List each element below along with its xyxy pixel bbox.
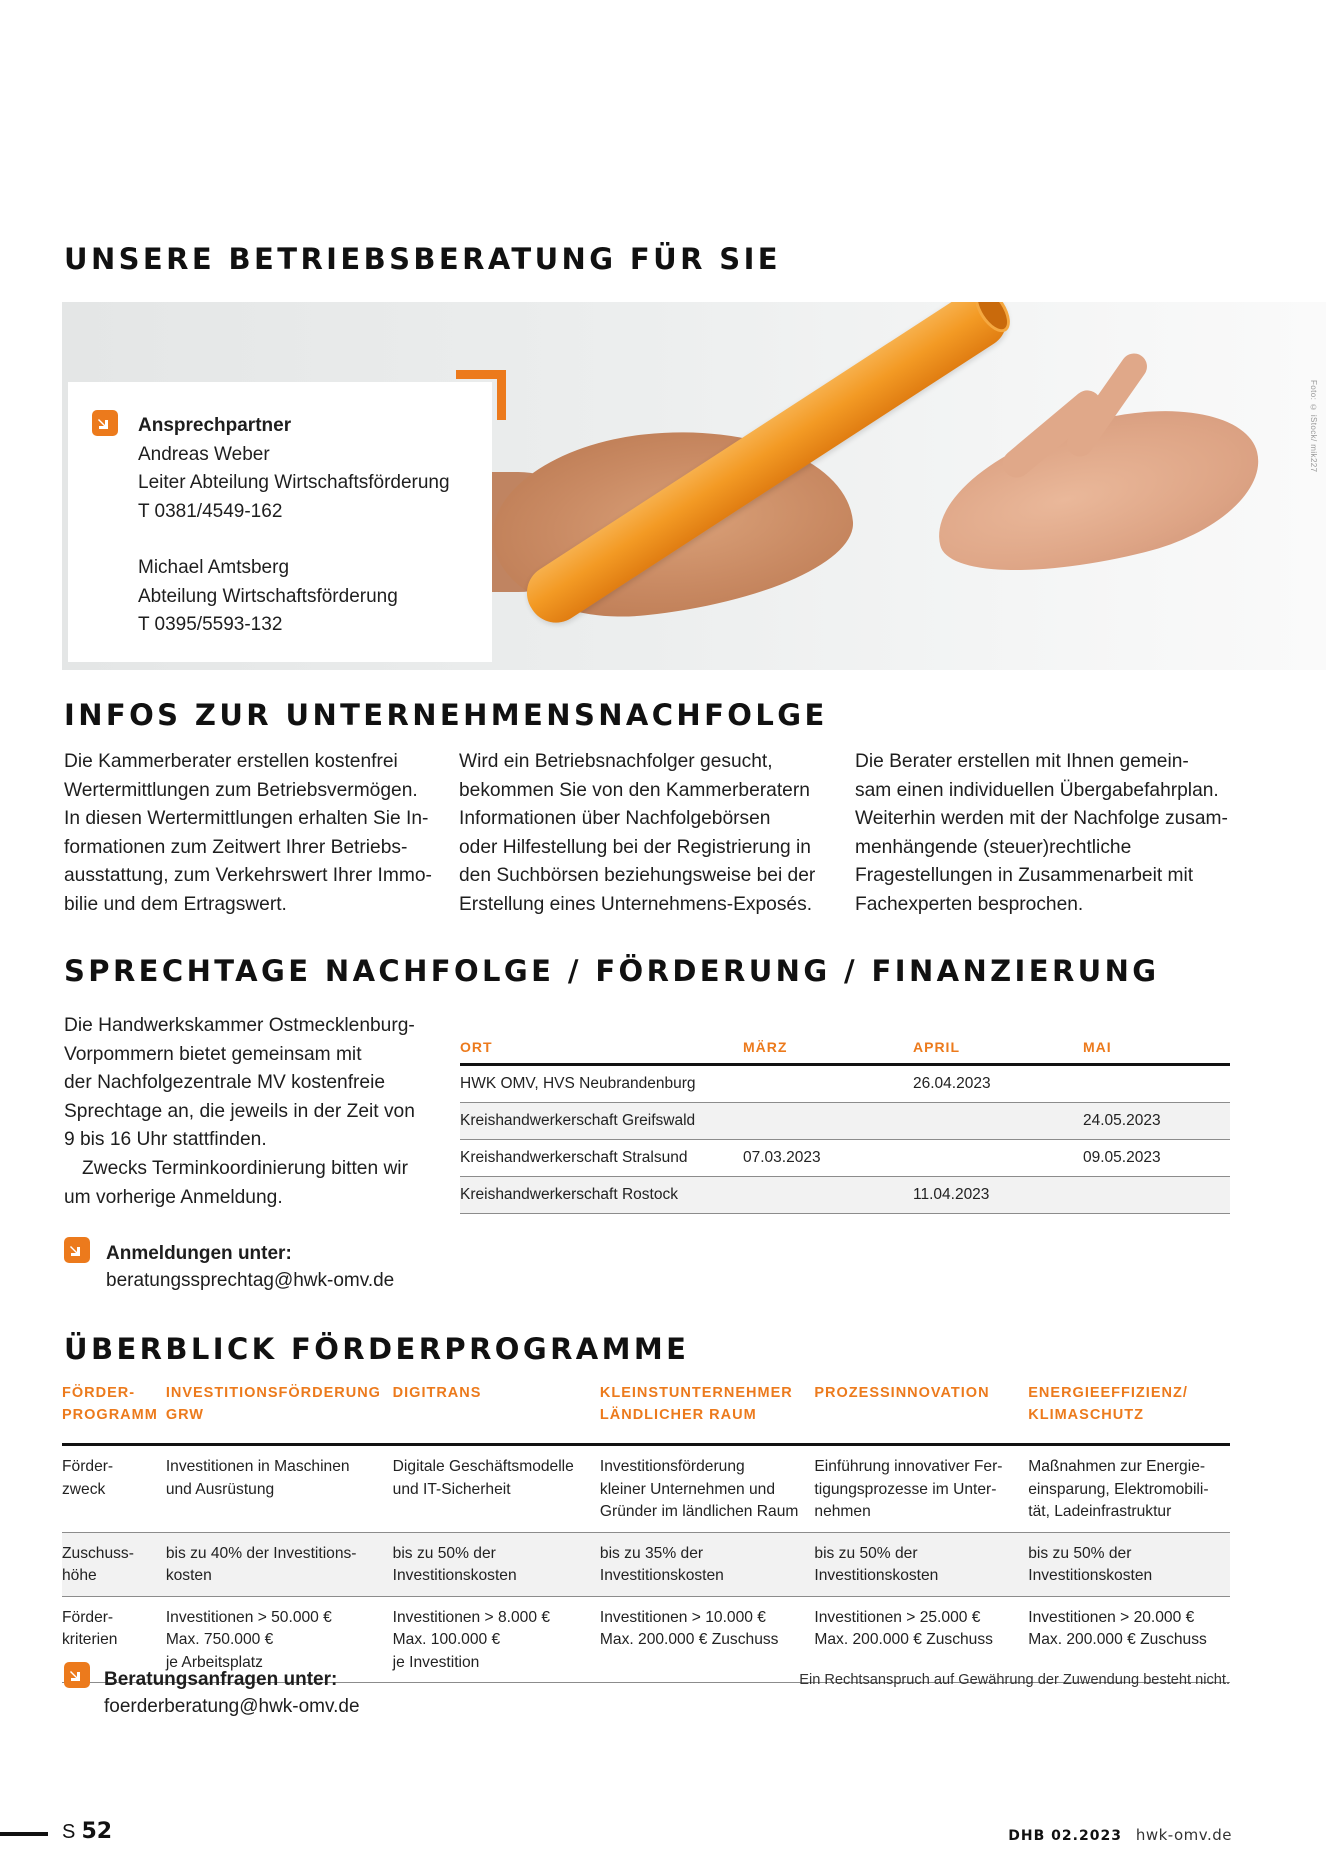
table-cell: bis zu 50% der Investitionskosten — [814, 1532, 1028, 1596]
signup-email-link[interactable]: beratungssprechtag@hwk-omv.de — [106, 1270, 395, 1291]
table-cell: Einführung innovativer Fer- tigungsprozesse im Unter- nehmen — [814, 1445, 1028, 1533]
contact-name: Michael Amtsberg — [138, 557, 290, 578]
text-line: Erstellung eines Unternehmens-Exposés. — [459, 893, 813, 915]
sprechtage-table — [460, 1034, 1230, 1214]
header-ort: ORT — [460, 1034, 743, 1065]
text-line: bilie und dem Ertragswert. — [64, 893, 287, 915]
table-row — [460, 1140, 1230, 1177]
arrow-down-right-icon — [64, 1662, 90, 1688]
signup-block — [106, 1240, 394, 1294]
text-line: oder Hilfestellung bei der Registrierung in — [459, 836, 811, 858]
header-investitionsfoerderung-grw: INVESTITIONSFÖRDERUNG GRW — [166, 1382, 393, 1445]
cell-date: 11.04.2023 — [913, 1177, 1083, 1214]
row-label: Förder- kriterien — [62, 1596, 166, 1683]
cell-date — [913, 1103, 1083, 1140]
table-cell: Investitionen > 8.000 € Max. 100.000 € je Investition — [393, 1596, 600, 1683]
cell-ort: Kreishandwerkerschaft Greifswald — [460, 1103, 743, 1140]
text-line: Die Kammerberater erstellen kostenfrei — [64, 751, 398, 772]
cell-date — [913, 1140, 1083, 1177]
cell-date: 09.05.2023 — [1083, 1140, 1230, 1177]
table-cell: Digitale Geschäftsmodelle und IT-Sicherheit — [393, 1445, 600, 1533]
table-cell: Investitionen > 10.000 € Max. 200.000 € Zuschuss — [600, 1596, 814, 1683]
text-line: Fachexperten besprochen. — [855, 893, 1084, 915]
contact-details — [138, 412, 450, 640]
section-title-sprechtage: SPRECHTAGE NACHFOLGE / FÖRDERUNG / FINANZIERUNG — [64, 954, 1160, 988]
table-cell: bis zu 50% der Investitionskosten — [1028, 1532, 1230, 1596]
contact-box — [68, 382, 492, 662]
table-row — [460, 1065, 1230, 1103]
text-line: um vorherige Anmeldung. — [64, 1186, 283, 1208]
arrow-down-right-icon — [92, 410, 118, 436]
contact-label: Ansprechpartner — [138, 415, 292, 436]
photo-credit: Foto: © iStock/ mik227 — [1309, 380, 1318, 473]
table-cell: Investitionen > 50.000 € Max. 750.000 € je Arbeitsplatz — [166, 1596, 393, 1683]
info-column-2 — [459, 748, 839, 920]
inquiry-email-link[interactable]: foerderberatung@hwk-omv.de — [104, 1696, 360, 1717]
table-row — [460, 1103, 1230, 1140]
header-energieeffizienz: ENERGIEEFFIZIENZ/ KLIMASCHUTZ — [1028, 1382, 1230, 1445]
table-cell: Maßnahmen zur Energie- einsparung, Elektromobili- tät, Ladeinfrastruktur — [1028, 1445, 1230, 1533]
table-row-foerderzweck — [62, 1445, 1230, 1533]
table-header-row — [460, 1034, 1230, 1065]
inquiry-block — [104, 1666, 360, 1720]
footer-publication — [1008, 1826, 1232, 1844]
text-line: den Suchbörsen beziehungsweise bei der — [459, 865, 816, 887]
cell-ort: HWK OMV, HVS Neubrandenburg — [460, 1065, 743, 1103]
table-header-row — [62, 1382, 1230, 1445]
text-line: ausstattung, zum Verkehrswert Ihrer Immo- — [64, 865, 432, 887]
legal-disclaimer: Ein Rechtsanspruch auf Gewährung der Zuwendung besteht nicht. — [799, 1672, 1230, 1688]
text-line: Die Berater erstellen mit Ihnen gemein- — [855, 751, 1189, 772]
table-cell: Investitionen > 25.000 € Max. 200.000 € Zuschuss — [814, 1596, 1028, 1683]
table-cell: bis zu 50% der Investitionskosten — [393, 1532, 600, 1596]
table-cell: Investitionsförderung kleiner Unternehmen und Gründer im ländlichen Raum — [600, 1445, 814, 1533]
row-label: Zuschuss- höhe — [62, 1532, 166, 1596]
text-line: Wertermittlungen zum Betriebsvermögen. — [64, 779, 418, 801]
header-april: APRIL — [913, 1034, 1083, 1065]
inquiry-label: Beratungsanfragen unter: — [104, 1669, 338, 1690]
table-cell: bis zu 35% der Investitionskosten — [600, 1532, 814, 1596]
header-prozessinnovation: PROZESSINNOVATION — [814, 1382, 1028, 1445]
table-cell: Investitionen in Maschinen und Ausrüstung — [166, 1445, 393, 1533]
cell-ort: Kreishandwerkerschaft Rostock — [460, 1177, 743, 1214]
contact-role: Leiter Abteilung Wirtschaftsförderung — [138, 472, 450, 493]
info-column-3 — [855, 748, 1235, 920]
cell-date — [1083, 1177, 1230, 1214]
text-line: formationen zum Zeitwert Ihrer Betriebs- — [64, 836, 408, 858]
text-line: bekommen Sie von den Kammerberatern — [459, 779, 810, 801]
text-line: In diesen Wertermittlungen erhalten Sie In- — [64, 808, 429, 830]
arrow-down-right-icon — [64, 1237, 90, 1263]
contact-phone[interactable]: T 0381/4549-162 — [138, 500, 283, 522]
text-line: der Nachfolgezentrale MV kostenfreie — [64, 1072, 386, 1094]
foerderprogramme-table — [62, 1382, 1230, 1683]
website-link[interactable]: hwk-omv.de — [1135, 1826, 1232, 1844]
text-line: Vorpommern bietet gemeinsam mit — [64, 1043, 362, 1065]
text-line: Informationen über Nachfolgebörsen — [459, 808, 771, 830]
page-number-value: 52 — [81, 1819, 113, 1844]
table-row-zuschusshoehe — [62, 1532, 1230, 1596]
text-line: Sprechtage an, die jeweils in der Zeit von — [64, 1100, 415, 1122]
header-foerderprogramm: FÖRDER- PROGRAMM — [62, 1382, 166, 1445]
signup-label: Anmeldungen unter: — [106, 1243, 292, 1264]
text-line: menhängende (steuer)rechtliche — [855, 836, 1132, 858]
text-line: Zwecks Terminkoordinierung bitten wir — [82, 1157, 408, 1179]
text-line: Wird ein Betriebsnachfolger gesucht, — [459, 751, 773, 772]
contact-phone[interactable]: T 0395/5593-132 — [138, 614, 283, 635]
footer-rule — [0, 1832, 48, 1836]
header-mai: MAI — [1083, 1034, 1230, 1065]
header-maerz: MÄRZ — [743, 1034, 913, 1065]
cell-date — [743, 1177, 913, 1214]
sprechtage-description — [64, 1012, 424, 1212]
table-cell: bis zu 40% der Investitions- kosten — [166, 1532, 393, 1596]
info-column-1 — [64, 748, 444, 920]
magazine-issue: DHB 02.2023 — [1008, 1828, 1122, 1844]
table-row — [460, 1177, 1230, 1214]
contact-role: Abteilung Wirtschaftsförderung — [138, 585, 398, 607]
section-title-betriebsberatung: UNSERE BETRIEBSBERATUNG FÜR SIE — [64, 242, 781, 276]
section-title-foerderprogramme: ÜBERBLICK FÖRDERPROGRAMME — [64, 1332, 690, 1366]
section-title-unternehmensnachfolge: INFOS ZUR UNTERNEHMENSNACHFOLGE — [64, 698, 828, 732]
text-line: sam einen individuellen Übergabefahrplan. — [855, 779, 1219, 801]
baton-end — [968, 302, 1017, 338]
row-label: Förder- zweck — [62, 1445, 166, 1533]
cell-date — [1083, 1065, 1230, 1103]
cell-ort: Kreishandwerkerschaft Stralsund — [460, 1140, 743, 1177]
page-number — [62, 1818, 112, 1844]
text-line: 9 bis 16 Uhr stattfinden. — [64, 1129, 267, 1151]
header-digitrans: DIGITRANS — [393, 1382, 600, 1445]
table-cell: Investitionen > 20.000 € Max. 200.000 € Zuschuss — [1028, 1596, 1230, 1683]
text-line: Weiterhin werden mit der Nachfolge zusam- — [855, 808, 1228, 830]
cell-date: 07.03.2023 — [743, 1140, 913, 1177]
cell-date — [743, 1103, 913, 1140]
cell-date: 26.04.2023 — [913, 1065, 1083, 1103]
text-line: Fragestellungen in Zusammenarbeit mit — [855, 865, 1194, 887]
page-prefix: S — [62, 1821, 76, 1843]
cell-date: 24.05.2023 — [1083, 1103, 1230, 1140]
contact-name: Andreas Weber — [138, 443, 270, 465]
header-kleinstunternehmer: KLEINSTUNTERNEHMER LÄNDLICHER RAUM — [600, 1382, 814, 1445]
text-line: Die Handwerkskammer Ostmecklenburg- — [64, 1015, 415, 1036]
cell-date — [743, 1065, 913, 1103]
